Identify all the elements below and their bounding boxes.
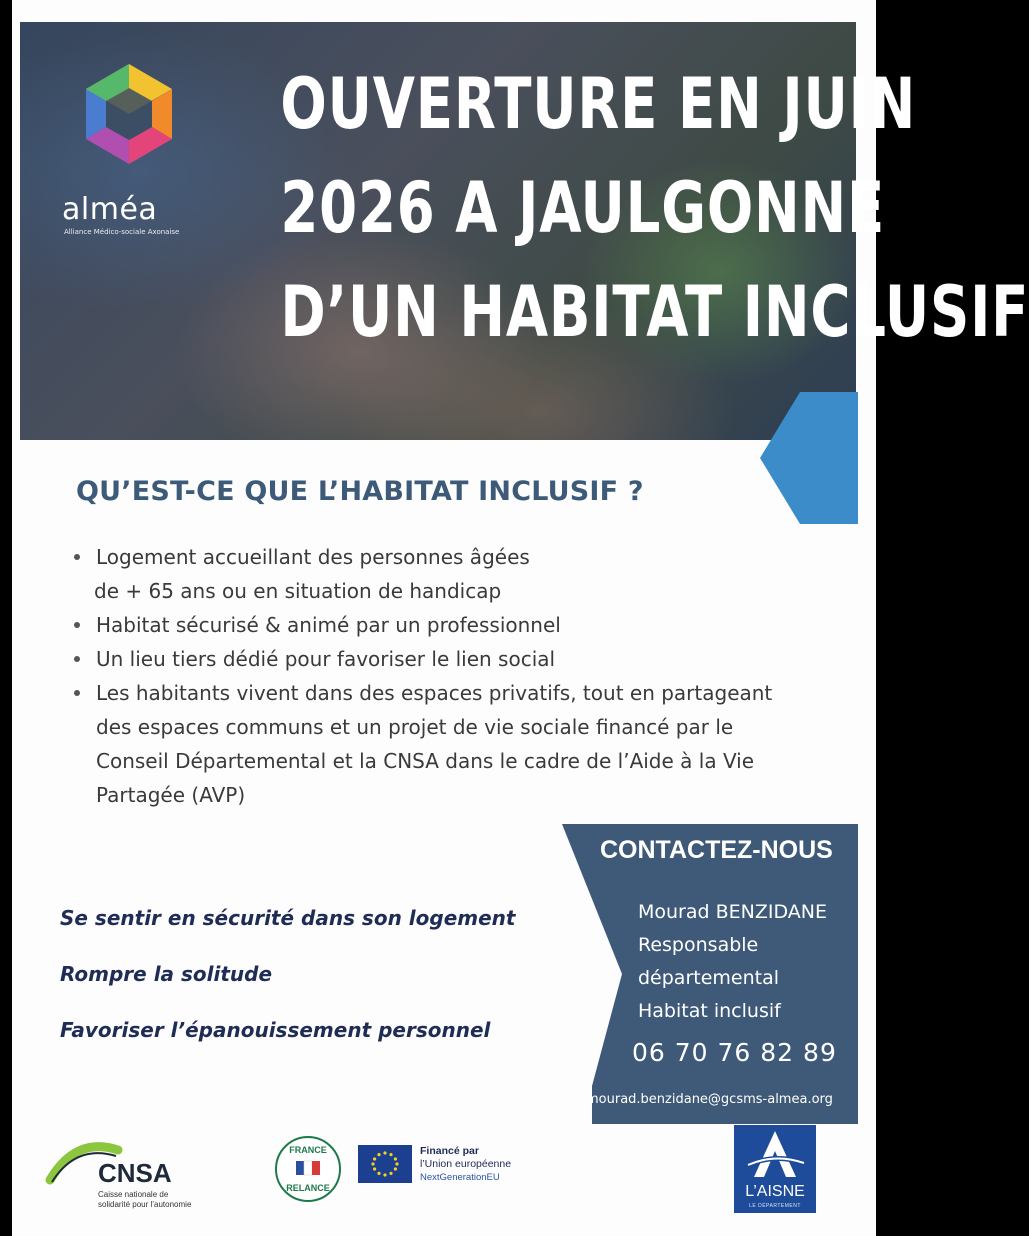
svg-text:RELANCE: RELANCE bbox=[286, 1183, 330, 1193]
benefit-item: Se sentir en sécurité dans son logement bbox=[60, 906, 516, 930]
cnsa-logo bbox=[46, 1136, 216, 1216]
hero-title bbox=[280, 52, 1029, 364]
contact-role: Habitat inclusif bbox=[638, 1000, 781, 1022]
contact-role: départemental bbox=[638, 967, 780, 989]
contact-role: Responsable bbox=[638, 934, 759, 956]
contact-box bbox=[552, 824, 858, 1124]
list-item: Un lieu tiers dédié pour favoriser le lien social bbox=[74, 642, 814, 676]
hero-title-line: D’UN HABITAT INCLUSIF bbox=[280, 271, 1029, 353]
contact-details bbox=[638, 896, 827, 1028]
bullet-list bbox=[74, 540, 814, 812]
benefits-list bbox=[60, 898, 515, 1066]
aisne-name: L’AISNE bbox=[745, 1183, 805, 1200]
benefit-item: Rompre la solitude bbox=[60, 962, 273, 986]
france-relance-logo-icon bbox=[274, 1135, 342, 1203]
flyer-page bbox=[12, 0, 1029, 1236]
list-item: Habitat sécurisé & animé par un professionnel bbox=[74, 608, 814, 642]
contact-name: Mourad BENZIDANE bbox=[638, 901, 827, 923]
almea-logo-text: alméa bbox=[62, 192, 158, 227]
svg-text:FRANCE: FRANCE bbox=[289, 1145, 327, 1155]
aisne-emblem-icon bbox=[734, 1125, 816, 1183]
list-item: Les habitants vivent dans des espaces privatifs, tout en partageant des espaces communs et un projet de vie sociale financé par le Conseil Départemental et la CNSA dans le cadre de l’Aide à la Vie Partagée (AVP) bbox=[74, 676, 814, 812]
cnsa-subtitle: Caisse nationale de solidarité pour l’autonomie bbox=[98, 1190, 192, 1209]
eu-flag-icon bbox=[358, 1145, 412, 1183]
benefit-item: Favoriser l’épanouissement personnel bbox=[60, 1018, 491, 1042]
aisne-subtitle: LE DÉPARTEMENT bbox=[749, 1203, 801, 1209]
contact-phone[interactable]: 06 70 76 82 89 bbox=[632, 1038, 837, 1067]
eu-funding-text: Financé par l’Union européenne NextGenerationEU bbox=[420, 1145, 512, 1183]
hero-title-line: 2026 A JAULGONNE bbox=[280, 167, 886, 249]
hero-title-line: OUVERTURE EN JUIN bbox=[280, 63, 917, 145]
decorative-hexagon-icon bbox=[760, 392, 858, 524]
list-item: Logement accueillant des personnes âgées de + 65 ans ou en situation de handicap bbox=[74, 540, 814, 608]
section-heading: QU’EST-CE QUE L’HABITAT INCLUSIF ? bbox=[76, 476, 644, 507]
hero-banner bbox=[20, 22, 1029, 440]
almea-logo-tagline: Alliance Médico-sociale Axonaise bbox=[64, 228, 180, 236]
cnsa-name: CNSA bbox=[98, 1158, 172, 1188]
contact-email[interactable]: mourad.benzidane@gcsms-almea.org bbox=[586, 1092, 833, 1107]
contact-title: CONTACTEZ-NOUS bbox=[600, 836, 833, 864]
aisne-logo bbox=[734, 1125, 816, 1213]
